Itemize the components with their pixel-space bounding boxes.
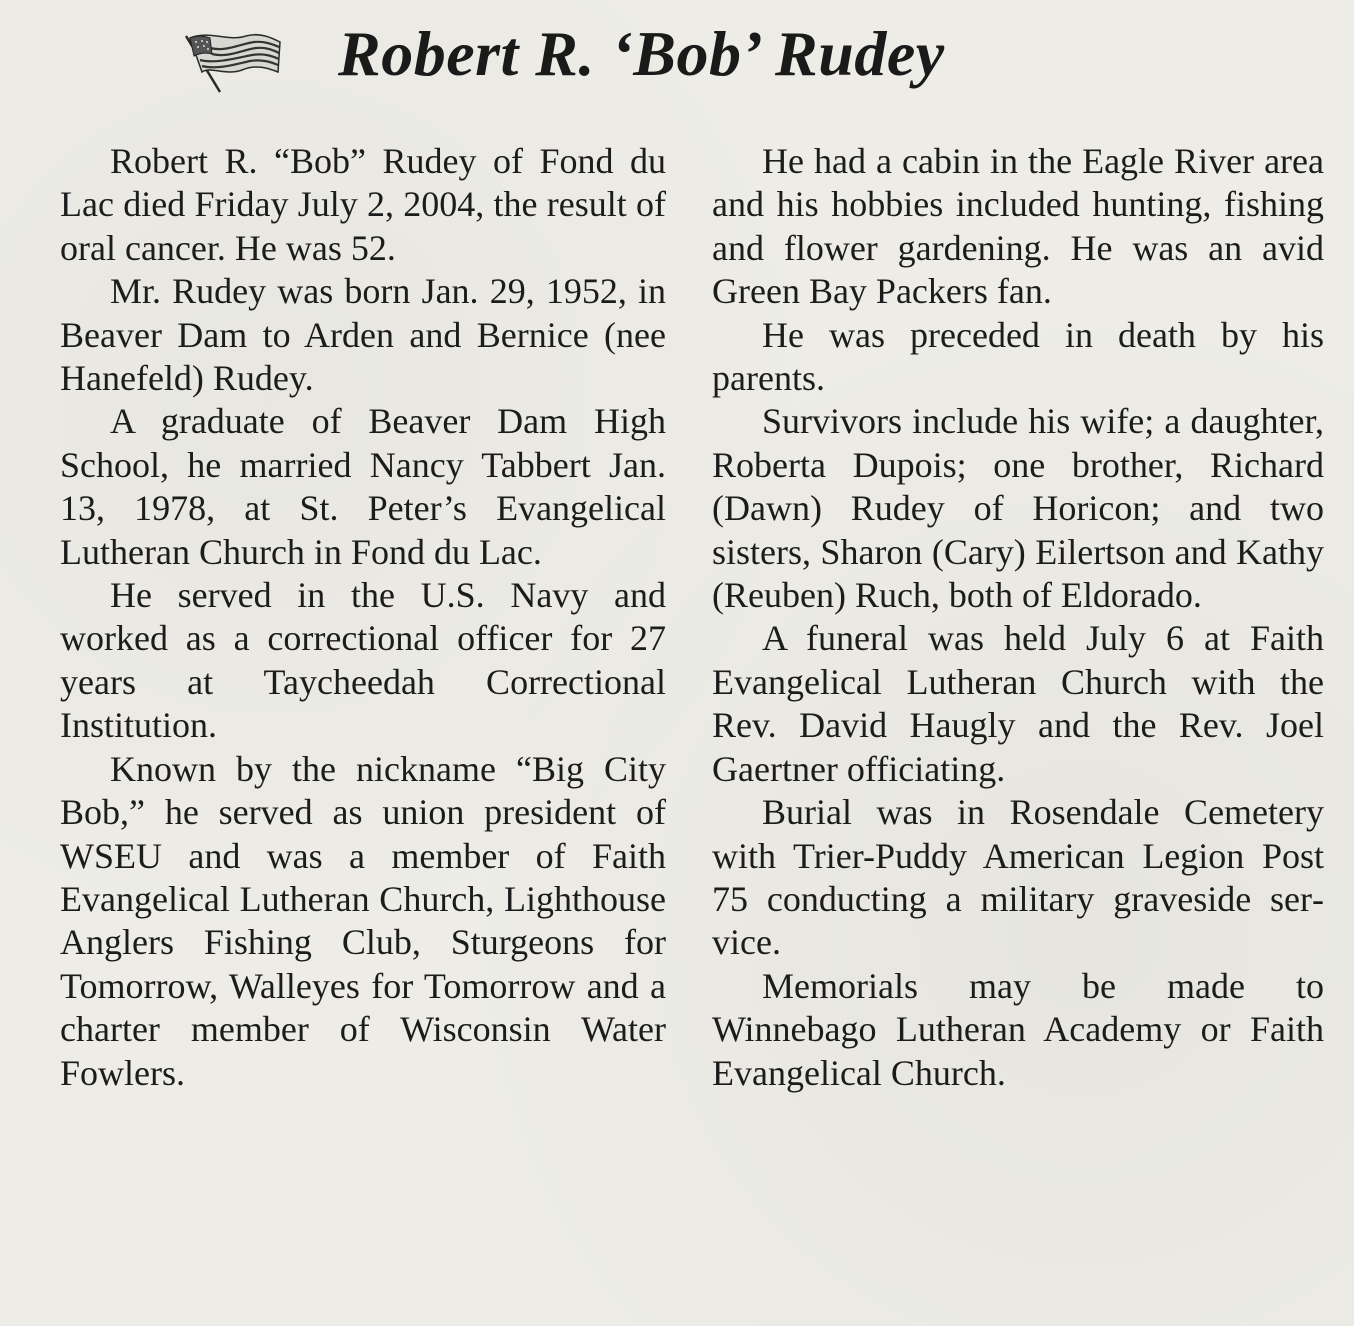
left-column xyxy=(60,140,666,1095)
paragraph-death-notice: Robert R. “Bob” Rudey of Fond du Lac died Friday July 2, 2004, the result of oral cancer. He was 52. xyxy=(60,141,666,268)
paragraph-career: He served in the U.S. Navy and worked as a correctional officer for 27 years at Taycheedah Correctional Institution. xyxy=(60,575,666,746)
paragraph-birth: Mr. Rudey was born Jan. 29, 1952, in Beaver Dam to Arden and Bernice (nee Hanefeld) Rudey. xyxy=(60,271,666,399)
paragraph-funeral: A funeral was held July 6 at Faith Evangelical Lutheran Church with the Rev. David Haugly and the Rev. Joel Gaertner officiating. xyxy=(712,618,1324,789)
paragraph-burial: Burial was in Rosendale Cemetery with Trier-Puddy American Legion Post 75 conducting a military graveside service. xyxy=(712,792,1324,963)
american-flag-icon xyxy=(180,28,282,94)
paragraph-survivors: Survivors include his wife; a daughter, Roberta Dupois; one brother, Richard (Dawn) Rudey of Horicon; and two sisters, Sharon (Cary) Eilertson and Kathy (Reuben) Ruch, both of Eldorado. xyxy=(712,401,1324,616)
paragraph-preceded: He was preceded in death by his parents. xyxy=(712,314,1324,399)
paragraph-education-marriage: A graduate of Beaver Dam High School, he married Nancy Tabbert Jan. 13, 1978, at St. Peter’s Evangelical Lutheran Church in Fond du Lac. xyxy=(60,401,666,572)
paragraph-hobbies: He had a cabin in the Eagle River area and his hobbies included hunting, fishing and flower gardening. He was an avid Green Bay Packers fan. xyxy=(712,141,1324,312)
paragraph-memberships: Known by the nickname “Big City Bob,” he served as union president of WSEU and was a member of Faith Evangelical Lutheran Church, Lighthouse Anglers Fishing Club, Sturgeons for Tomorrow, Walleyes for Tomorrow and a charter member of Wisconsin Water Fowlers. xyxy=(60,748,666,1093)
right-column xyxy=(712,140,1324,1095)
obituary-headline: Robert R. ‘Bob’ Rudey xyxy=(338,18,945,89)
paragraph-memorials: Memorials may be made to Winnebago Lutheran Academy or Faith Evangelical Church. xyxy=(712,965,1324,1093)
